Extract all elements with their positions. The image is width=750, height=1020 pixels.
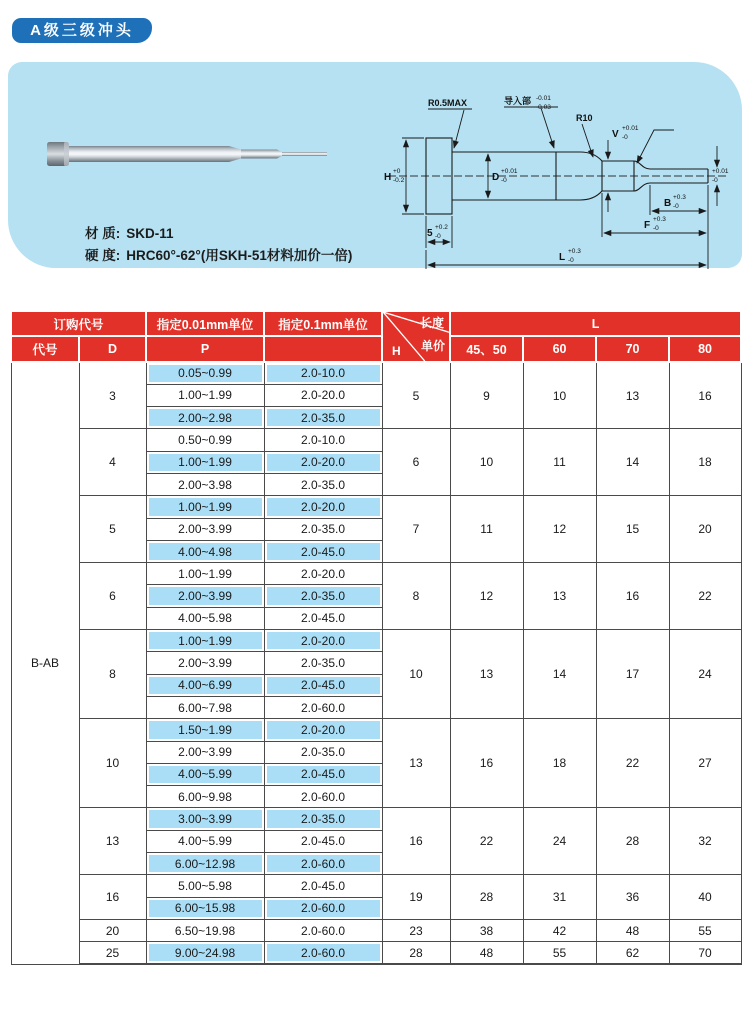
p-range-cell: 1.00~1.99 [146, 563, 264, 585]
dim-h-letter: H [384, 172, 392, 183]
p-range-cell: 6.00~9.98 [146, 786, 264, 808]
p-range-cell: 1.00~1.99 [146, 384, 264, 406]
hardness-line [85, 244, 352, 264]
label-r10: R10 [576, 113, 593, 123]
u-range-cell: 2.0-60.0 [264, 919, 382, 941]
spec-row [11, 362, 741, 384]
spec-row [11, 719, 741, 741]
dim-f-letter: F [644, 220, 651, 231]
p-range-cell: 2.00~3.99 [146, 652, 264, 674]
price-cell: 27 [669, 719, 741, 808]
price-cell: 62 [596, 942, 669, 964]
spec-row [11, 875, 741, 897]
price-cell: 40 [669, 875, 741, 920]
p-range-cell: 4.00~4.98 [146, 540, 264, 562]
dim-5-tol-top: +0.2 [435, 224, 448, 231]
p-range-cell: 1.00~1.99 [146, 496, 264, 518]
label-r05max: R0.5MAX [428, 98, 468, 108]
dim-b-letter: B [664, 198, 672, 209]
h-cell: 5 [382, 362, 450, 429]
p-range-cell: 2.00~2.98 [146, 407, 264, 429]
header-p: P [146, 336, 264, 362]
p-range-cell: 6.00~12.98 [146, 853, 264, 875]
u-range-cell: 2.0-35.0 [264, 808, 382, 830]
spec-row [11, 630, 741, 652]
u-range-cell: 2.0-20.0 [264, 630, 382, 652]
header-unit-001mm: 指定0.01mm单位 [146, 311, 264, 336]
h-cell: 8 [382, 563, 450, 630]
label-lead-in-tol-bot: -0.03 [536, 104, 551, 111]
h-cell: 13 [382, 719, 450, 808]
p-range-cell: 1.50~1.99 [146, 719, 264, 741]
header-l-60: 60 [523, 336, 596, 362]
price-cell: 15 [596, 496, 669, 563]
p-range-cell: 9.00~24.98 [146, 942, 264, 964]
u-range-cell: 2.0-20.0 [264, 384, 382, 406]
p-range-cell: 6.00~15.98 [146, 897, 264, 919]
dim-b-tol-top: +0.3 [673, 194, 686, 201]
u-range-cell: 2.0-45.0 [264, 875, 382, 897]
page-title: A级三级冲头 [12, 18, 152, 43]
dim-l-tol-top: +0.3 [568, 248, 581, 255]
h-cell: 10 [382, 630, 450, 719]
price-cell: 28 [450, 875, 523, 920]
dimension-drawing [376, 76, 742, 276]
price-cell: 16 [669, 362, 741, 429]
u-range-cell: 2.0-60.0 [264, 786, 382, 808]
price-cell: 28 [596, 808, 669, 875]
hardness-value: HRC60°-62°(用SKH-51材料加价一倍) [126, 248, 353, 263]
d-cell: 8 [79, 630, 146, 719]
price-cell: 18 [523, 719, 596, 808]
d-cell: 5 [79, 496, 146, 563]
price-cell: 22 [596, 719, 669, 808]
dim-d-letter: D [492, 172, 500, 183]
d-cell: 10 [79, 719, 146, 808]
dim-l-letter: L [559, 252, 566, 263]
p-range-cell: 0.05~0.99 [146, 362, 264, 384]
h-cell: 16 [382, 808, 450, 875]
price-cell: 36 [596, 875, 669, 920]
u-range-cell: 2.0-60.0 [264, 696, 382, 718]
header-d: D [79, 336, 146, 362]
price-cell: 14 [596, 429, 669, 496]
header-unit-01mm: 指定0.1mm单位 [264, 311, 382, 336]
u-range-cell: 2.0-45.0 [264, 830, 382, 852]
spec-row [11, 496, 741, 518]
p-range-cell: 5.00~5.98 [146, 875, 264, 897]
dim-v-letter: V [612, 129, 619, 140]
header-length-label: 长度 [420, 316, 445, 330]
u-range-cell: 2.0-45.0 [264, 607, 382, 629]
label-lead-in: 导入部 [504, 96, 532, 106]
p-range-cell: 4.00~5.99 [146, 830, 264, 852]
u-range-cell: 2.0-20.0 [264, 451, 382, 473]
p-range-cell: 6.50~19.98 [146, 919, 264, 941]
price-cell: 55 [669, 919, 741, 941]
spec-row [11, 808, 741, 830]
h-cell: 6 [382, 429, 450, 496]
dim-l-tol-bot: -0 [568, 257, 574, 264]
spec-row [11, 942, 741, 964]
dim-tip-tol-top: +0.01 [712, 168, 729, 175]
price-cell: 32 [669, 808, 741, 875]
spec-row [11, 429, 741, 451]
price-cell: 10 [450, 429, 523, 496]
p-range-cell: 2.00~3.99 [146, 518, 264, 540]
u-range-cell: 2.0-35.0 [264, 518, 382, 540]
h-cell: 28 [382, 942, 450, 964]
u-range-cell: 2.0-35.0 [264, 741, 382, 763]
u-range-cell: 2.0-45.0 [264, 674, 382, 696]
u-range-cell: 2.0-45.0 [264, 540, 382, 562]
dim-b-tol-bot: -0 [673, 203, 679, 210]
u-range-cell: 2.0-10.0 [264, 429, 382, 451]
spec-row [11, 563, 741, 585]
p-range-cell: 1.00~1.99 [146, 630, 264, 652]
dim-d-tol-bot: -0 [501, 177, 507, 184]
price-cell: 48 [596, 919, 669, 941]
price-cell: 13 [596, 362, 669, 429]
p-range-cell: 1.00~1.99 [146, 451, 264, 473]
p-range-cell: 4.00~5.99 [146, 763, 264, 785]
dim-h-tol-top: +0 [393, 168, 401, 175]
d-cell: 13 [79, 808, 146, 875]
dim-5-tol-bot: -0 [435, 233, 441, 240]
material-line [85, 222, 174, 242]
price-cell: 70 [669, 942, 741, 964]
price-cell: 31 [523, 875, 596, 920]
product-panel [8, 62, 742, 268]
p-range-cell: 3.00~3.99 [146, 808, 264, 830]
dim-f-tol-top: +0.3 [653, 216, 666, 223]
d-cell: 3 [79, 362, 146, 429]
p-range-cell: 2.00~3.99 [146, 741, 264, 763]
price-cell: 13 [523, 563, 596, 630]
u-range-cell: 2.0-20.0 [264, 496, 382, 518]
price-cell: 16 [596, 563, 669, 630]
material-value: SKD-11 [126, 226, 174, 241]
dim-d-tol-top: +0.01 [501, 168, 518, 175]
price-cell: 24 [523, 808, 596, 875]
u-range-cell: 2.0-10.0 [264, 362, 382, 384]
punch-photo-image [35, 124, 335, 184]
header-l-70: 70 [596, 336, 669, 362]
p-range-cell: 2.00~3.99 [146, 585, 264, 607]
material-label: 材 质: [85, 226, 121, 241]
header-length-price-h [382, 311, 450, 362]
price-cell: 17 [596, 630, 669, 719]
header-l-45-50: 45、50 [450, 336, 523, 362]
price-cell: 22 [669, 563, 741, 630]
p-range-cell: 4.00~5.98 [146, 607, 264, 629]
dim-v-tol-top: +0.01 [622, 125, 639, 132]
label-lead-in-tol-top: -0.01 [536, 95, 551, 102]
header-order-code: 订购代号 [11, 311, 146, 336]
p-range-cell: 2.00~3.98 [146, 473, 264, 495]
dimension-lines [402, 107, 717, 269]
price-cell: 38 [450, 919, 523, 941]
code-cell: B-AB [11, 362, 79, 964]
price-cell: 42 [523, 919, 596, 941]
dim-h-tol-bot: -0.2 [393, 177, 405, 184]
p-range-cell: 6.00~7.98 [146, 696, 264, 718]
u-range-cell: 2.0-60.0 [264, 853, 382, 875]
price-cell: 16 [450, 719, 523, 808]
dim-tip-tol-bot: -0 [712, 177, 718, 184]
u-range-cell: 2.0-35.0 [264, 407, 382, 429]
price-cell: 12 [523, 496, 596, 563]
header-h-label: H [392, 344, 401, 358]
u-range-cell: 2.0-35.0 [264, 652, 382, 674]
dim-v-tol-bot: -0 [622, 134, 628, 141]
d-cell: 6 [79, 563, 146, 630]
p-range-cell: 4.00~6.99 [146, 674, 264, 696]
u-range-cell: 2.0-20.0 [264, 719, 382, 741]
h-cell: 23 [382, 919, 450, 941]
price-cell: 18 [669, 429, 741, 496]
spec-tbody [11, 362, 741, 964]
price-cell: 48 [450, 942, 523, 964]
price-cell: 55 [523, 942, 596, 964]
d-cell: 16 [79, 875, 146, 920]
header-code: 代号 [11, 336, 79, 362]
price-cell: 9 [450, 362, 523, 429]
price-cell: 11 [523, 429, 596, 496]
d-cell: 4 [79, 429, 146, 496]
price-cell: 12 [450, 563, 523, 630]
price-cell: 20 [669, 496, 741, 563]
header-l: L [450, 311, 741, 336]
header-unit-price-label: 单价 [421, 339, 446, 353]
h-cell: 7 [382, 496, 450, 563]
price-cell: 13 [450, 630, 523, 719]
price-cell: 22 [450, 808, 523, 875]
u-range-cell: 2.0-20.0 [264, 563, 382, 585]
price-cell: 14 [523, 630, 596, 719]
price-cell: 24 [669, 630, 741, 719]
d-cell: 20 [79, 919, 146, 941]
d-cell: 25 [79, 942, 146, 964]
spec-table [10, 310, 742, 965]
dim-f-tol-bot: -0 [653, 225, 659, 232]
u-range-cell: 2.0-35.0 [264, 585, 382, 607]
p-range-cell: 0.50~0.99 [146, 429, 264, 451]
u-range-cell: 2.0-35.0 [264, 473, 382, 495]
u-range-cell: 2.0-60.0 [264, 942, 382, 964]
hardness-label: 硬 度: [85, 248, 121, 263]
u-range-cell: 2.0-45.0 [264, 763, 382, 785]
price-cell: 11 [450, 496, 523, 563]
price-cell: 10 [523, 362, 596, 429]
u-range-cell: 2.0-60.0 [264, 897, 382, 919]
spec-row [11, 919, 741, 941]
h-cell: 19 [382, 875, 450, 920]
header-l-80: 80 [669, 336, 741, 362]
header-empty-cell [264, 336, 382, 362]
dim-5-letter: 5 [427, 228, 433, 239]
